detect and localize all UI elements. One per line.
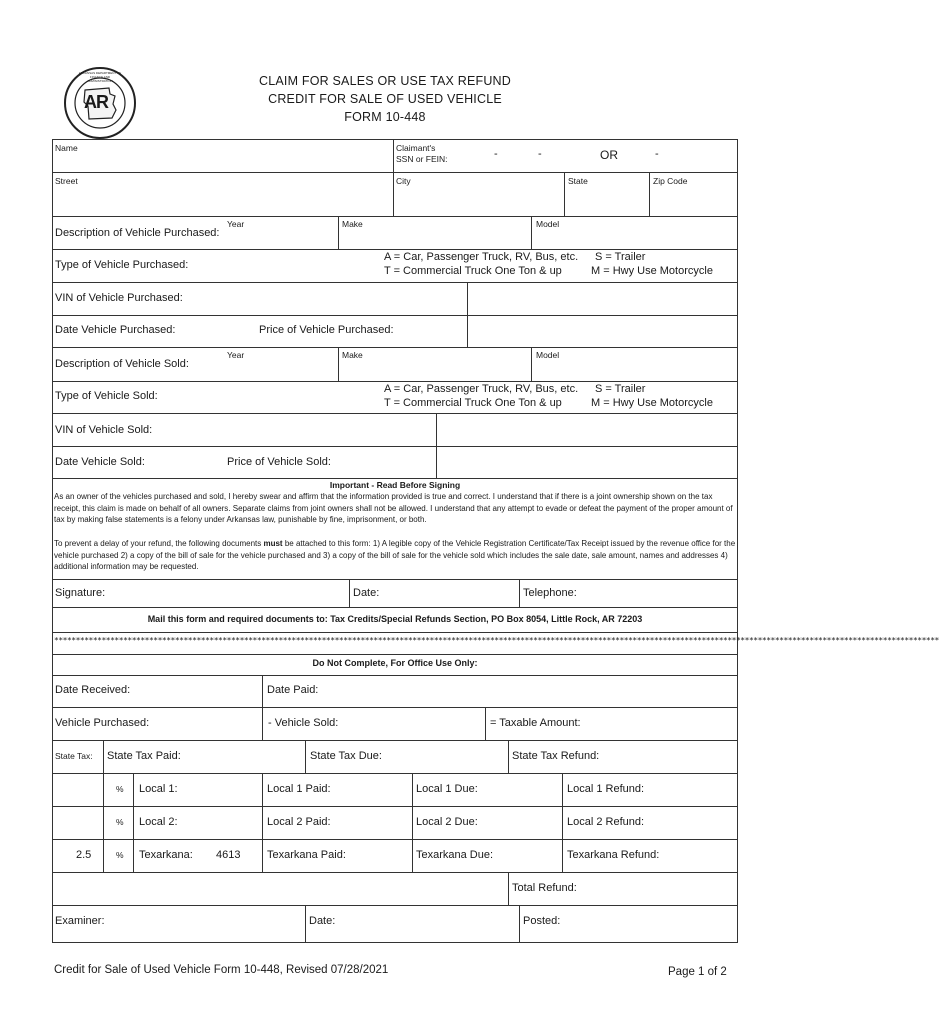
sold-description-label: Description of Vehicle Sold: — [55, 358, 189, 370]
state-tax-refund-label: State Tax Refund: — [512, 750, 600, 762]
ssn-label-line2: SSN or FEIN: — [396, 154, 448, 164]
documents-must: must — [263, 539, 283, 548]
zip-label: Zip Code — [653, 176, 688, 186]
documents-text-b: be attached to this form: 1) A legible copy of the Vehicle Registration Certificate/Tax Receipt issued by the revenue office for the vehicle purchased 2) a copy of the bill of sale for the vehicle purchased and 3) a copy of the bill of sale for the vehicle sold which includes the sale date, sale amount, names and addresses 4) additional information may be requested. — [54, 539, 736, 571]
mail-instructions: Mail this form and required documents to: Tax Credits/Special Refunds Section, PO Box 8054, Little Rock, AR 72203 — [147, 614, 643, 624]
texarkana-label: Texarkana: — [139, 849, 193, 861]
purchased-year-label: Year — [227, 219, 245, 229]
ssn-dash-2: - — [538, 148, 542, 160]
purchased-model-label: Model — [536, 219, 560, 229]
taxable-amount-label: = Taxable Amount: — [490, 717, 581, 729]
local2-refund-label: Local 2 Refund: — [567, 816, 645, 828]
documents-text-a: To prevent a delay of your refund, the following documents — [54, 539, 264, 548]
sold-make-label: Make — [342, 350, 363, 360]
sold-type-label: Type of Vehicle Sold: — [55, 390, 158, 402]
form-subtitle: CREDIT FOR SALE OF USED VEHICLE — [268, 92, 502, 106]
texarkana-rate: 2.5 — [76, 849, 92, 861]
seal-letters: AR — [84, 92, 108, 112]
sold-type-s: S = Trailer — [595, 383, 646, 395]
purchased-make-label: Make — [342, 219, 363, 229]
sold-vin-label: VIN of Vehicle Sold: — [55, 424, 153, 436]
sold-type-t: T = Commercial Truck One Ton & up — [384, 397, 562, 409]
fein-dash: - — [655, 148, 659, 160]
local2-percent: % — [116, 817, 124, 827]
affirmation-paragraph: As an owner of the vehicles purchased and sold, I hereby swear and affirm that the information provided is true and correct. I understand that if there is a joint ownership shown on the tax receipt, this claim is made on behalf of all owners. Separate claims from joint owners shall not be allowed. I understand that any attempt to evade or defeat the payment of the proper amount of tax by making false statements is a felony under Arkansas law, punishable by fine, imprisonment, or both. — [54, 492, 733, 524]
local1-paid-label: Local 1 Paid: — [267, 783, 331, 795]
purchased-description-label: Description of Vehicle Purchased: — [55, 227, 220, 239]
purchased-type-label: Type of Vehicle Purchased: — [55, 259, 189, 271]
ssn-dash-1: - — [494, 148, 498, 160]
local1-label: Local 1: — [139, 783, 178, 795]
city-label: City — [396, 176, 411, 186]
purchased-type-t: T = Commercial Truck One Ton & up — [384, 265, 562, 277]
local1-percent: % — [116, 784, 124, 794]
local1-refund-label: Local 1 Refund: — [567, 783, 645, 795]
purchased-type-s: S = Trailer — [595, 251, 646, 263]
separator-stars: ************************************************************************************************************************************************************************************************************* — [54, 636, 939, 645]
total-refund-label: Total Refund: — [512, 882, 577, 894]
sold-year-label: Year — [227, 350, 245, 360]
purchased-price-label: Price of Vehicle Purchased: — [259, 324, 394, 336]
sold-price-label: Price of Vehicle Sold: — [227, 456, 331, 468]
purchased-vin-label: VIN of Vehicle Purchased: — [55, 292, 183, 304]
purchased-type-m: M = Hwy Use Motorcycle — [591, 265, 713, 277]
important-heading: Important - Read Before Signing — [329, 480, 461, 490]
office-date-label: Date: — [309, 915, 336, 927]
ssn-or-text: OR — [600, 148, 618, 162]
signature-label: Signature: — [55, 587, 106, 599]
texarkana-code: 4613 — [216, 849, 241, 861]
texarkana-paid-label: Texarkana Paid: — [267, 849, 346, 861]
department-seal — [63, 66, 137, 140]
local2-paid-label: Local 2 Paid: — [267, 816, 331, 828]
footer-page-number: Page 1 of 2 — [668, 966, 727, 978]
form-number: FORM 10-448 — [344, 110, 426, 124]
examiner-label: Examiner: — [55, 915, 105, 927]
state-label: State — [568, 176, 588, 186]
documents-paragraph — [54, 538, 736, 573]
seal-ring-text: ARKANSAS DEPARTMENT OF FINANCE AND ADMINISTRATION — [78, 71, 122, 83]
texarkana-percent: % — [116, 850, 124, 860]
local2-due-label: Local 2 Due: — [416, 816, 478, 828]
sold-type-a: A = Car, Passenger Truck, RV, Bus, etc. — [384, 383, 579, 395]
texarkana-due-label: Texarkana Due: — [416, 849, 494, 861]
sold-model-label: Model — [536, 350, 560, 360]
sold-date-label: Date Vehicle Sold: — [55, 456, 145, 468]
local2-label: Local 2: — [139, 816, 178, 828]
purchased-date-label: Date Vehicle Purchased: — [55, 324, 176, 336]
signature-date-label: Date: — [353, 587, 380, 599]
purchased-type-a: A = Car, Passenger Truck, RV, Bus, etc. — [384, 251, 579, 263]
vehicle-sold-label: - Vehicle Sold: — [268, 717, 339, 729]
office-use-heading: Do Not Complete, For Office Use Only: — [312, 658, 478, 668]
date-paid-label: Date Paid: — [267, 684, 319, 696]
local1-due-label: Local 1 Due: — [416, 783, 478, 795]
posted-label: Posted: — [523, 915, 561, 927]
ssn-label-line1: Claimant's — [396, 143, 436, 153]
form-title: CLAIM FOR SALES OR USE TAX REFUND — [258, 74, 512, 88]
sold-type-m: M = Hwy Use Motorcycle — [591, 397, 713, 409]
name-label: Name — [55, 143, 78, 153]
date-received-label: Date Received: — [55, 684, 131, 696]
name-field[interactable] — [55, 153, 390, 170]
state-tax-due-label: State Tax Due: — [310, 750, 382, 762]
telephone-label: Telephone: — [523, 587, 577, 599]
street-label: Street — [55, 176, 78, 186]
state-tax-label: State Tax: — [55, 751, 93, 761]
vehicle-purchased-label: Vehicle Purchased: — [55, 717, 150, 729]
state-tax-paid-label: State Tax Paid: — [107, 750, 181, 762]
texarkana-refund-label: Texarkana Refund: — [567, 849, 660, 861]
footer-form-revision: Credit for Sale of Used Vehicle Form 10-448, Revised 07/28/2021 — [54, 964, 389, 976]
